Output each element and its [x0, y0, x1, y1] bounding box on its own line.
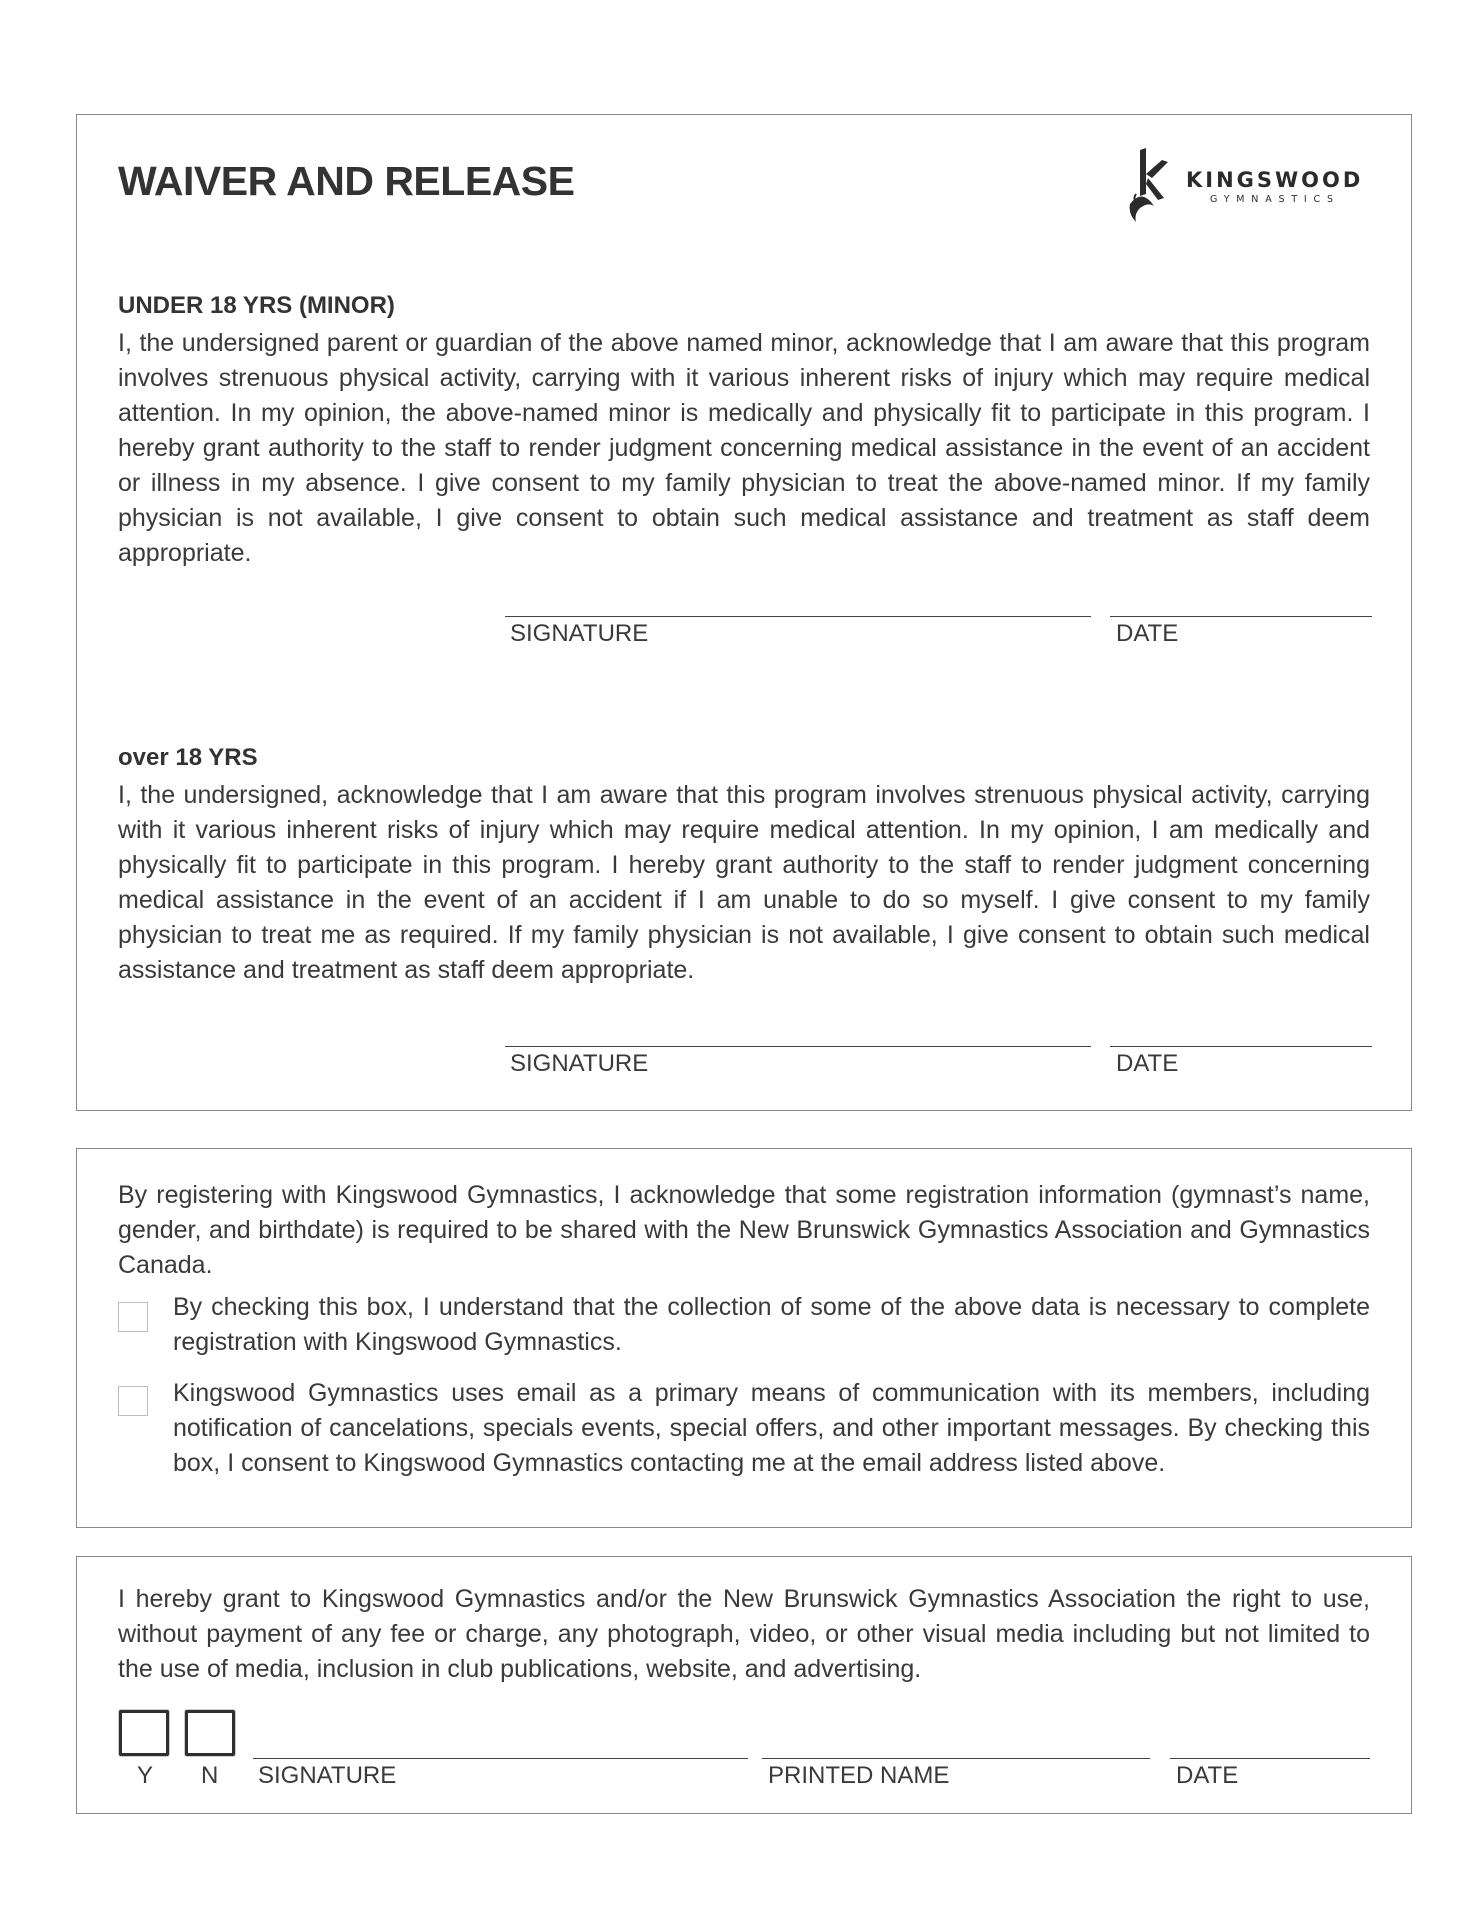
media-date-line[interactable] — [1170, 1758, 1370, 1759]
kingswood-logo — [1128, 144, 1372, 230]
email-consent-checkbox[interactable] — [118, 1386, 148, 1416]
adult-section-heading: over 18 YRS — [118, 744, 258, 771]
media-signature-line[interactable] — [253, 1758, 748, 1759]
media-printed-name-line[interactable] — [762, 1758, 1150, 1759]
page-title: WAIVER AND RELEASE — [118, 158, 575, 204]
adult-signature-line[interactable] — [505, 1046, 1091, 1047]
adult-date-label: DATE — [1116, 1050, 1179, 1077]
data-collection-checkbox-label: By checking this box, I understand that the collection of some of the above data is necessary to complete registration with Kingswood Gymnastics. — [173, 1293, 1370, 1356]
data-collection-checkbox[interactable] — [118, 1302, 148, 1332]
adult-waiver-text: I, the undersigned, acknowledge that I am aware that this program involves strenuous physical activity, carrying with it various inherent risks of injury which may require medical attention. In my opinion, I am medically and physically fit to participate in this program. I hereby grant authority to the staff to render judgment concerning medical assistance in the event of an accident if I am unable to do so myself. I give consent to my family physician to treat me as required. If my family physician is not available, I give consent to obtain such medical assistance and treatment as staff deem appropriate. — [118, 781, 1370, 984]
minor-section-heading: UNDER 18 YRS (MINOR) — [118, 292, 395, 319]
email-consent-checkbox-label: Kingswood Gymnastics uses email as a primary means of communication with its members, including notification of cancelations, specials events, special offers, and other important messages. By checking this box, I consent to Kingswood Gymnastics contacting me at the email address listed above. — [173, 1379, 1370, 1477]
adult-date-line[interactable] — [1110, 1046, 1372, 1047]
registration-intro-text: By registering with Kingswood Gymnastics, I acknowledge that some registration information (gymnast’s name, gender, and birthdate) is required to be shared with the New Brunswick Gymnastics Association and Gymnastics Canada. — [118, 1181, 1370, 1279]
media-date-label: DATE — [1176, 1762, 1239, 1789]
media-consent-yes-box[interactable] — [119, 1710, 169, 1756]
media-release-text: I hereby grant to Kingswood Gymnastics and/or the New Brunswick Gymnastics Association the right to use, without payment of any fee or charge, any photograph, video, or other visual media including but not limited to the use of media, inclusion in club publications, website, and advertising. — [118, 1585, 1370, 1683]
media-consent-no-label: N — [201, 1762, 219, 1789]
minor-signature-line[interactable] — [505, 616, 1091, 617]
minor-date-line[interactable] — [1110, 616, 1372, 617]
adult-signature-label: SIGNATURE — [510, 1050, 649, 1077]
minor-waiver-text: I, the undersigned parent or guardian of the above named minor, acknowledge that I am aware that this program involves strenuous physical activity, carrying with it various inherent risks of injury which may require medical attention. In my opinion, the above-named minor is medically and physically fit to participate in this program. I hereby grant authority to the staff to render judgment concerning medical assistance in the event of an accident or illness in my absence. I give consent to my family physician to treat the above-named minor. If my family physician is not available, I give consent to obtain such medical assistance and treatment as staff deem appropriate. — [118, 329, 1370, 567]
media-signature-label: SIGNATURE — [258, 1762, 397, 1789]
svg-text:KINGSWOOD: KINGSWOOD — [1186, 168, 1364, 192]
svg-text:GYMNASTICS: GYMNASTICS — [1210, 194, 1340, 205]
minor-signature-label: SIGNATURE — [510, 620, 649, 647]
media-consent-no-box[interactable] — [185, 1710, 235, 1756]
minor-date-label: DATE — [1116, 620, 1179, 647]
kingswood-k-mark-icon — [1128, 144, 1372, 230]
media-consent-yes-label: Y — [137, 1762, 154, 1789]
media-printed-name-label: PRINTED NAME — [768, 1762, 950, 1789]
